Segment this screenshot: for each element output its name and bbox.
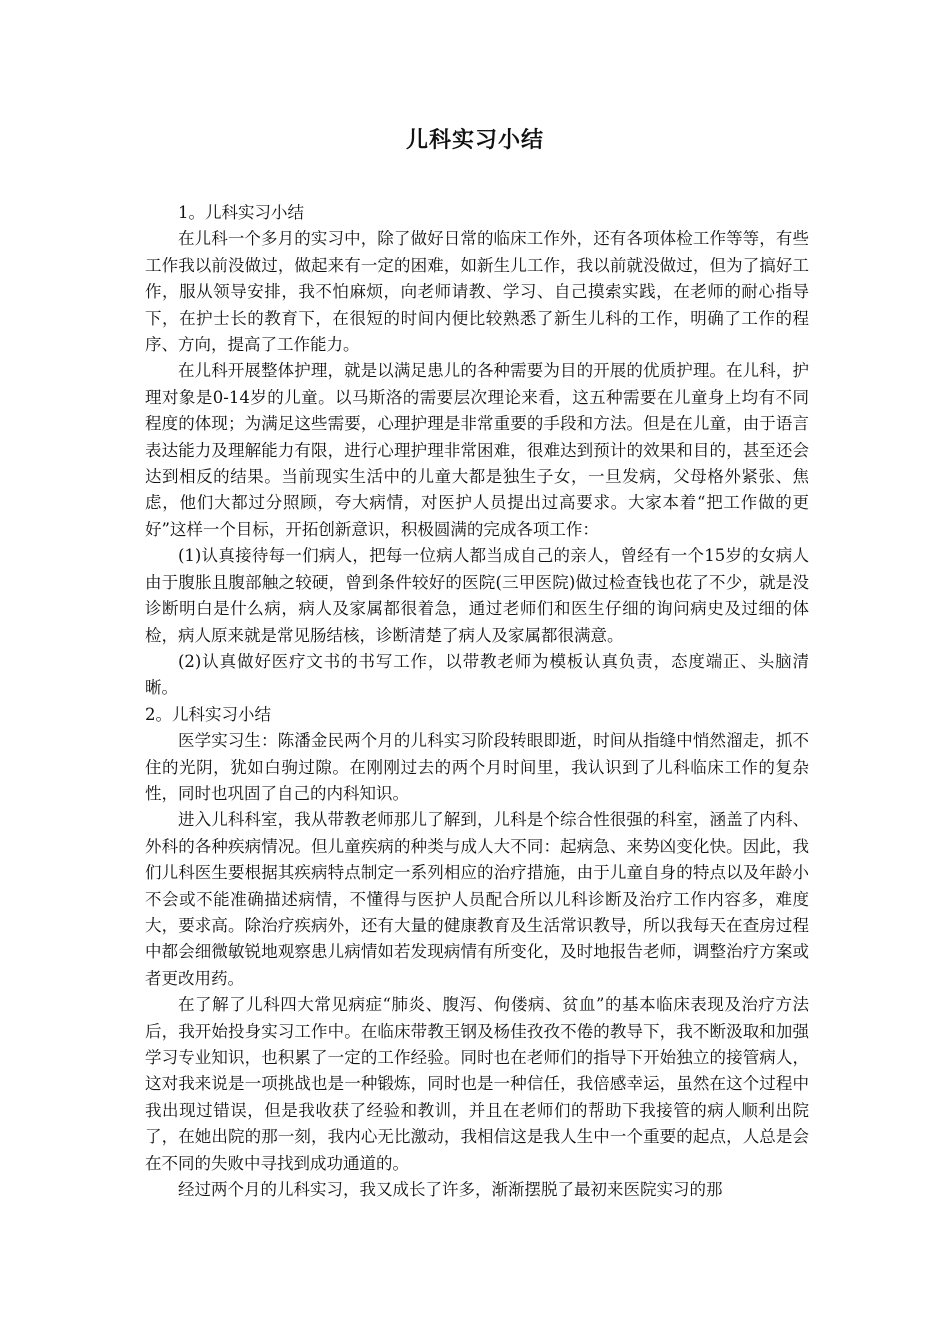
paragraph: 医学实习生：陈潘金民两个月的儿科实习阶段转眼即逝，时间从指缝中悄然溜走，抓不住的光阴，犹如白驹过隙。在刚刚过去的两个月时间里，我认识到了儿科临床工作的复杂性，同时也巩固了自己的内科知识。 [145,731,809,803]
paragraph: 在儿科开展整体护理，就是以满足患儿的各种需要为目的开展的优质护理。在儿科，护理对象是0-14岁的儿童。以马斯洛的需要层次理论来看，这五种需要在儿童身上均有不同程度的体现；为满足这些需要，心理护理是非常重要的手段和方法。但是在儿童，由于语言表达能力及理解能力有限，进行心理护理非常困难，很难达到预计的效果和目的，甚至还会达到相反的结果。当前现实生活中的儿童大都是独生子女，一旦发病，父母格外紧张、焦虑，他们大都过分照顾，夸大病情，对医护人员提出过高要求。大家本着“把工作做的更好”这样一个目标，开拓创新意识，积极圆满的完成各项工作： [145,361,809,539]
paragraph: 进入儿科科室，我从带教老师那儿了解到，儿科是个综合性很强的科室，涵盖了内科、外科的各种疾病情况。但儿童疾病的种类与成人大不同：起病急、来势凶变化快。因此，我们儿科医生要根据其疾病特点制定一系列相应的治疗措施，由于儿童自身的特点以及年龄小不会或不能准确描述病情，不懂得与医护人员配合所以儿科诊断及治疗工作内容多，难度大，要求高。除治疗疾病外，还有大量的健康教育及生活常识教导，所以我每天在查房过程中都会细微敏锐地观察患儿病情如若发现病情有所变化，及时地报告老师，调整治疗方案或者更改用药。 [145,810,809,988]
paragraph: (2)认真做好医疗文书的书写工作，以带教老师为模板认真负责，态度端正、头脑清晰。 [145,651,809,698]
document-body [145,200,809,1203]
paragraph: 1。儿科实习小结 [178,203,304,222]
paragraph: 在儿科一个多月的实习中，除了做好日常的临床工作外，还有各项体检工作等等，有些工作我以前没做过，做起来有一定的困难，如新生儿工作，我以前就没做过，但为了搞好工作，服从领导安排，我不怕麻烦，向老师请教、学习、自己摸索实践，在老师的耐心指导下，在护士长的教育下，在很短的时间内便比较熟悉了新生儿科的工作，明确了工作的程序、方向，提高了工作能力。 [145,229,809,355]
paragraph: 在了解了儿科四大常见病症“肺炎、腹泻、佝偻病、贫血”的基本临床表现及治疗方法后，我开始投身实习工作中。在临床带教王钢及杨佳孜孜不倦的教导下，我不断汲取和加强学习专业知识，也积累了一定的工作经验。同时也在老师们的指导下开始独立的接管病人，这对我来说是一项挑战也是一种锻炼，同时也是一种信任，我倍感幸运，虽然在这个过程中我出现过错误，但是我收获了经验和教训，并且在老师们的帮助下我接管的病人顺利出院了，在她出院的那一刻，我内心无比激动，我相信这是我人生中一个重要的起点，人总是会在不同的失败中寻找到成功通道的。 [145,995,809,1173]
paragraph: 经过两个月的儿科实习，我又成长了许多，渐渐摆脱了最初来医院实习的那 [178,1180,723,1200]
paragraph: (1)认真接待每一们病人，把每一位病人都当成自己的亲人，曾经有一个15岁的女病人由于腹胀且腹部触之较硬，曾到条件较好的医院(三甲医院)做过检查钱也花了不少，就是没诊断明白是什么病，病人及家属都很着急，通过老师们和医生仔细的询问病史及过细的体检，病人原来就是常见肠结核，诊断清楚了病人及家属都很满意。 [145,546,809,645]
section-heading: 2。儿科实习小结 [145,704,271,724]
document-title: 儿科实习小结 [405,127,544,153]
